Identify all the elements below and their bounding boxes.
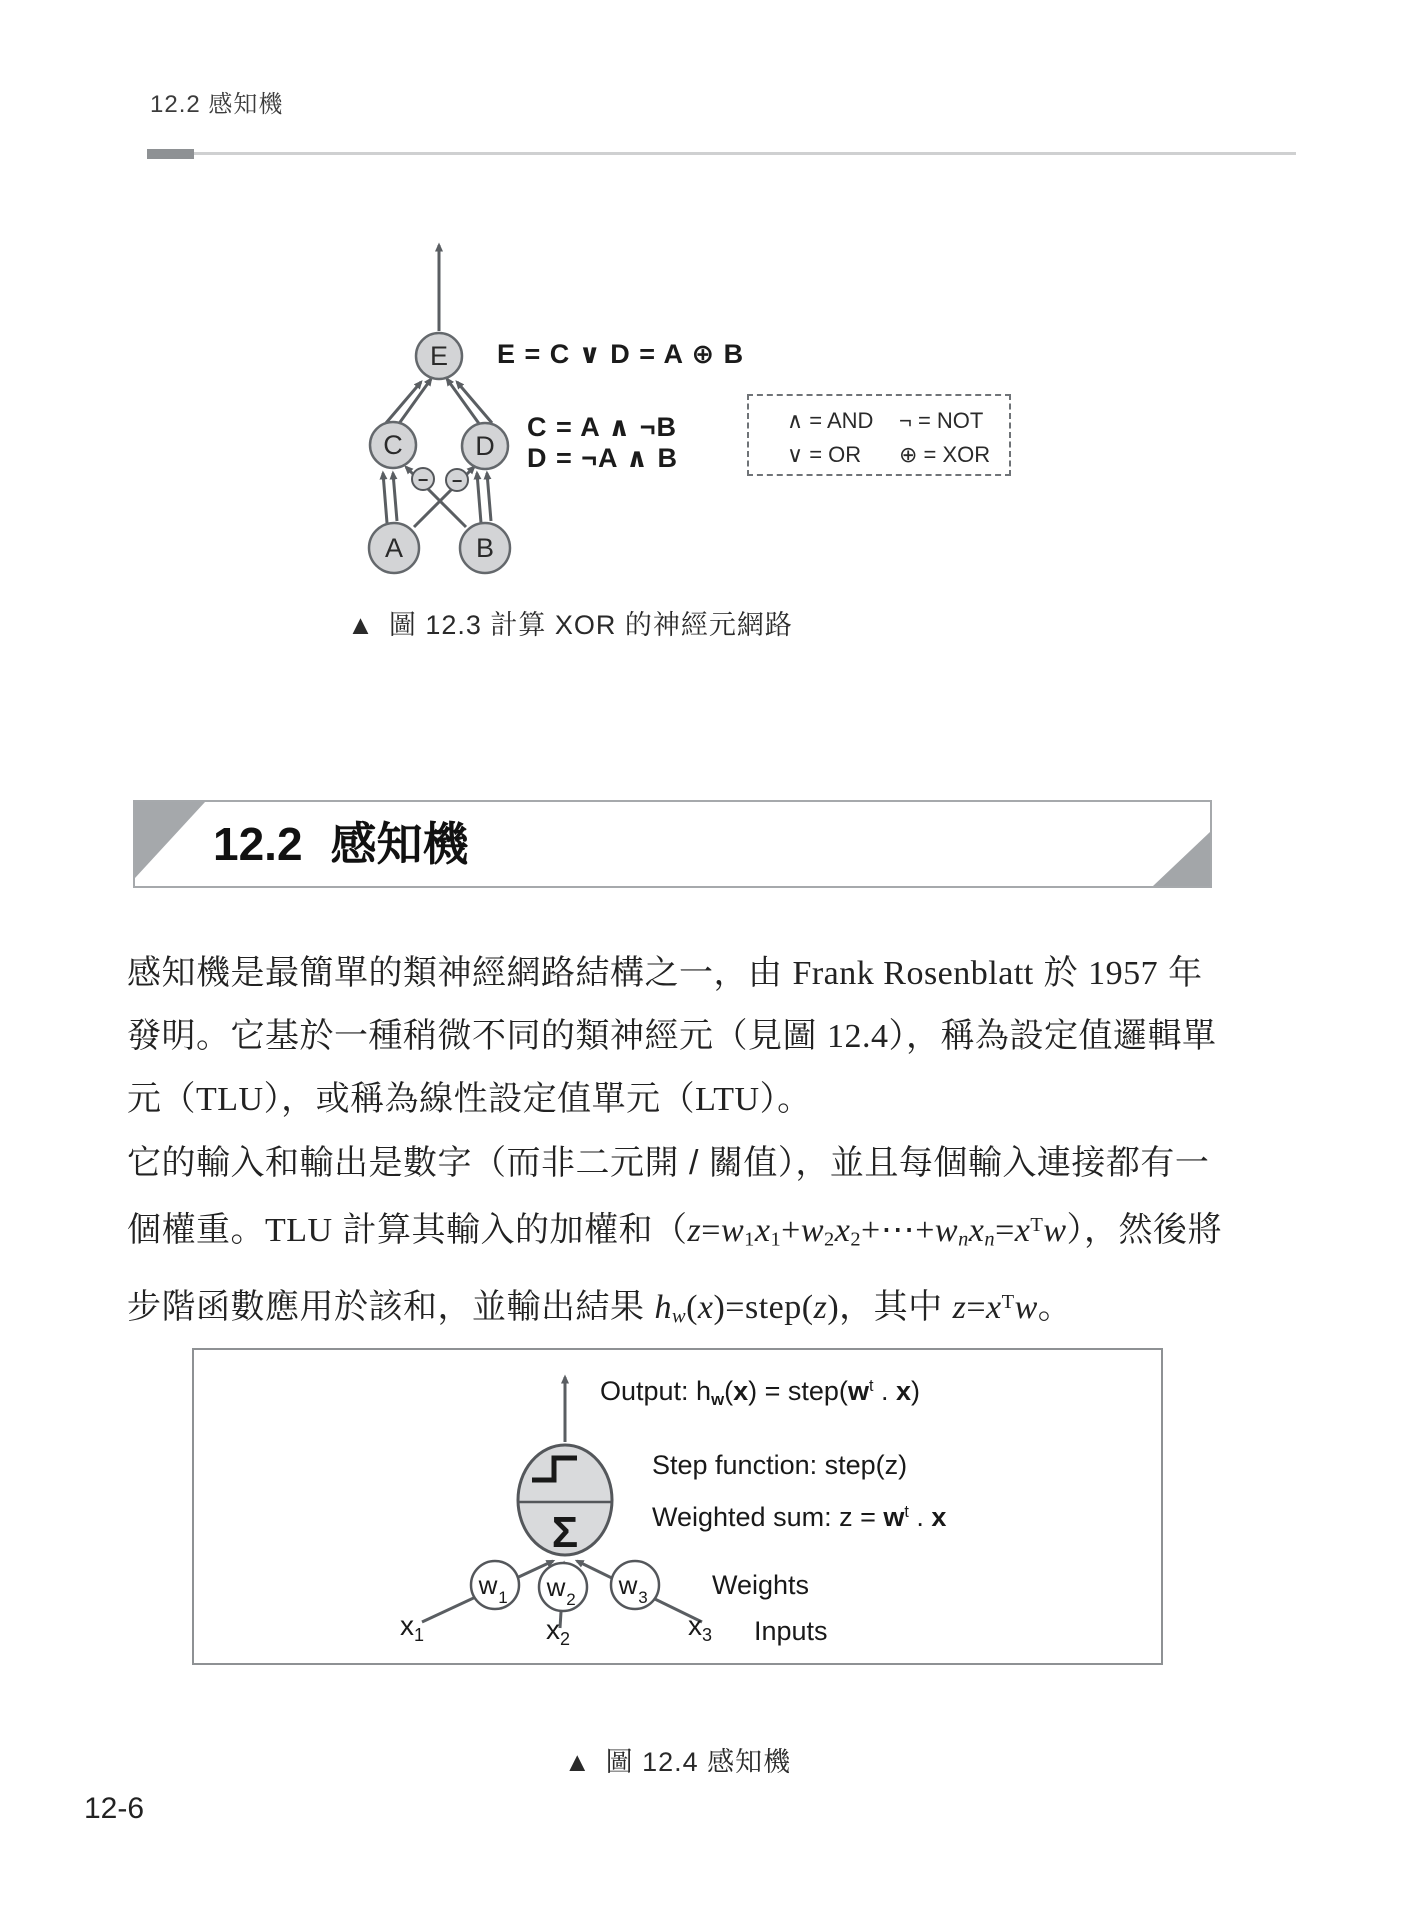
output-formula: Output: $hw(x) = step(w^t$ . x) — [600, 1376, 920, 1410]
caption-arrow-icon: ▲ — [563, 1747, 592, 1777]
text-line: 感知機是最簡單的類神經網路結構之一，由 Frank Rosenblatt 於 1957 年 — [127, 954, 1203, 992]
figure-12-3-caption — [180, 603, 960, 642]
text-line: 它的輸入和輸出是數字（而非二元開 / 關值），並且每個輸入連接都有一 — [127, 1144, 1210, 1182]
legend-xor: ⊕ = XOR — [899, 442, 991, 467]
weight-nodes — [471, 1561, 659, 1611]
text-line: 步階函數應用於該和，並輸出結果 hw(x)=step(z)，其中 $z=x^Tw$。 — [127, 1287, 1073, 1328]
weight-sub-1: 1 — [498, 1588, 508, 1607]
paragraph-tlu — [127, 1132, 1302, 1347]
input-label-x3: $x_3$ — [688, 1610, 713, 1645]
header-rule-accent — [147, 149, 194, 159]
inhibit-nodes — [412, 468, 468, 491]
xor-equation-D: D = ¬A ∧ B — [527, 443, 678, 473]
page-number: 12-6 — [84, 1792, 145, 1825]
node-label-C: C — [383, 430, 403, 460]
running-header: 12.2 感知機 — [150, 91, 284, 118]
weight-label-w2: w — [546, 1572, 566, 1602]
weight-sub-3: 3 — [638, 1588, 648, 1607]
header-rule — [147, 152, 1296, 155]
legend-not: ¬ = NOT — [899, 408, 984, 433]
section-heading-banner — [133, 800, 1212, 888]
input-label-x1: $x_1$ — [400, 1610, 425, 1645]
text-line: 發明。它基於一種稍微不同的類神經元（見圖 12.4），稱為設定值邏輯單 — [127, 1017, 1217, 1055]
sigma-symbol: Σ — [551, 1508, 579, 1557]
section-title: 感知機 — [330, 818, 469, 870]
section-number: 12.2 — [213, 818, 303, 870]
caption-text: 圖 12.4 感知機 — [605, 1747, 792, 1777]
text-line: 個權重。TLU 計算其輸入的加權和$(z=w1x1+w2x2+\cdots+wnxn=x^Tw)$，然後將 — [127, 1211, 1223, 1251]
section-heading — [213, 802, 469, 886]
xor-neuron-nodes — [369, 333, 510, 573]
node-label-E: E — [429, 341, 449, 371]
legend-and: ∧ = AND — [787, 408, 874, 433]
xor-equation-C: C = A ∧ ¬B — [527, 412, 677, 442]
legend-or: ∨ = OR — [787, 442, 862, 467]
weights-label: Weights — [712, 1570, 810, 1600]
inhibit-minus-symbol: − — [451, 471, 463, 491]
figure-12-4-caption — [192, 1740, 1163, 1779]
banner-corner-triangle-bottomright — [1153, 832, 1210, 886]
weight-label-w1: w — [478, 1570, 498, 1600]
node-label-A: A — [384, 533, 404, 563]
inputs-label: Inputs — [754, 1616, 828, 1646]
node-label-D: D — [475, 431, 495, 461]
weight-sub-2: 2 — [566, 1590, 576, 1609]
inhibit-minus-symbol: − — [417, 470, 429, 490]
paragraph-intro — [127, 942, 1302, 1131]
logic-symbol-legend — [747, 394, 1011, 476]
caption-text: 圖 12.3 計算 XOR 的神經元網路 — [388, 610, 793, 640]
text-line: 元（TLU），或稱為線性設定值單元（LTU）。 — [127, 1080, 812, 1118]
figure-12-4-frame — [192, 1348, 1163, 1665]
node-label-B: B — [475, 533, 495, 563]
input-label-x2: $x_2$ — [546, 1614, 571, 1649]
step-function-label: Step function: step(z) — [652, 1450, 908, 1480]
caption-arrow-icon: ▲ — [347, 610, 375, 640]
xor-equation-E: E = C ∨ D = A ⊕ B — [497, 339, 745, 369]
weight-label-w3: w — [618, 1570, 638, 1600]
weighted-sum-label: Weighted sum: $z = w^t$ . x — [652, 1502, 947, 1532]
xor-edges — [383, 245, 492, 527]
banner-corner-triangle-topleft — [135, 802, 205, 878]
xor-equations-CD — [527, 412, 678, 474]
